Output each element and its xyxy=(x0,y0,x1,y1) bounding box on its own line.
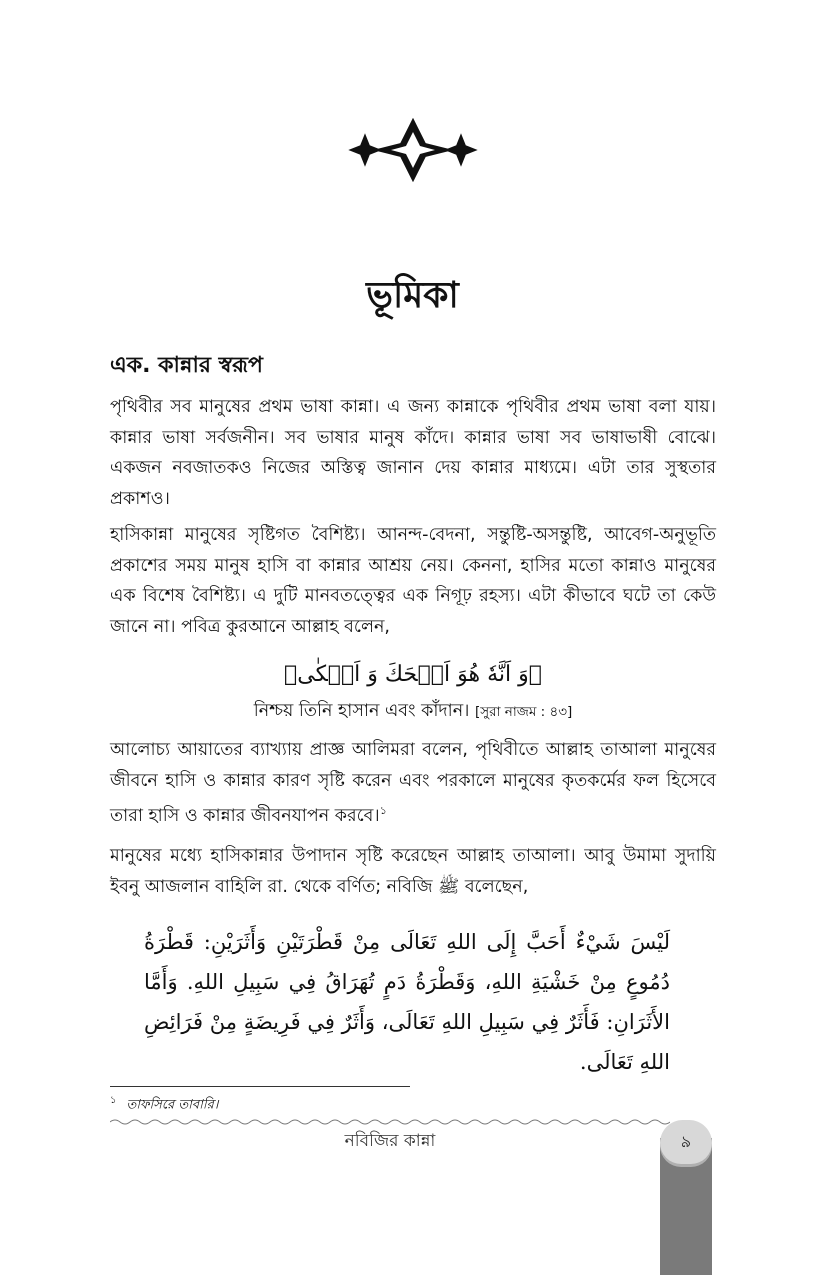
ayah-reference: [সুরা নাজম : ৪৩] xyxy=(474,704,573,720)
quran-verse-arabic: ﴿وَ اَنَّهٗ هُوَ اَضۡحَكَ وَ اَبۡكٰی﴾ xyxy=(284,662,542,687)
footnote-number: ১ xyxy=(110,1095,117,1106)
wavy-divider xyxy=(110,1118,670,1126)
running-book-title: নবিজির কান্না xyxy=(344,1131,436,1151)
paragraph-3 xyxy=(110,735,716,831)
ayah-translation-text: নিশ্চয় তিনি হাসান এবং কাঁদান। xyxy=(253,701,470,721)
footnote-divider xyxy=(110,1086,410,1087)
page-title: ভূমিকা xyxy=(366,275,459,316)
paragraph-2: হাসিকান্না মানুষের সৃষ্টিগত বৈশিষ্ট্য। আনন্দ-বেদনা, সন্তুষ্টি-অসন্তুষ্টি, আবেগ-অনুভূতি প্রকাশের সময় মানুষ হাসি বা কান্নার আশ্রয় নেয়। কেননা, হাসির মতো কান্নাও মানুষের এক বিশেষ বৈশিষ্ট্য। এ দুটি মানবতত্ত্বের এক নিগূঢ় রহস্য। এটা কীভাবে ঘটে তা কেউ জানে না। পবিত্র কুরআনে আল্লাহ বলেন, xyxy=(110,525,716,637)
section-heading: এক. কান্নার স্বরূপ xyxy=(110,353,263,378)
paragraph-4: মানুষের মধ্যে হাসিকান্নার উপাদান সৃষ্টি করেছেন আল্লাহ তাআলা। আবু উমামা সুদায়ি ইবনু আজলান বাহিলি রা. থেকে বর্ণিত; নবিজি ﷺ বলেছেন, xyxy=(110,846,716,897)
main-content xyxy=(110,350,716,1082)
star-ornament-icon xyxy=(345,118,481,182)
page-number: ৯ xyxy=(660,1120,712,1164)
footnote xyxy=(110,1093,218,1116)
paragraph-1: পৃথিবীর সব মানুষের প্রথম ভাষা কান্না। এ জন্য কান্নাকে পৃথিবীর প্রথম ভাষা বলা যায়। কান্নার ভাষা সর্বজনীন। সব ভাষার মানুষ কাঁদে। কান্নার ভাষা সব ভাষাভাষী বোঝে। একজন নবজাতকও নিজের অস্তিত্ব জানান দেয় কান্নার মাধ্যমে। এটা তার সুস্থতার প্রকাশও। xyxy=(110,397,716,509)
paragraph-3-text: আলোচ্য আয়াতের ব্যাখ্যায় প্রাজ্ঞ আলিমরা বলেন, পৃথিবীতে আল্লাহ তাআলা মানুষের জীবনে হাসি ও কান্নার কারণ সৃষ্টি করেন এবং পরকালে মানুষের কৃতকর্মের ফল হিসেবে তারা হাসি ও কান্নার জীবনযাপন করবে। xyxy=(110,740,716,826)
footnote-marker[interactable]: ১ xyxy=(379,804,387,817)
footnote-text: তাফসিরে তাবারি। xyxy=(126,1097,219,1113)
quran-verse-translation xyxy=(110,696,716,727)
hadith-arabic: لَيْسَ شَيْءٌ أَحَبَّ إِلَى اللهِ تَعَالَى مِنْ قَطْرَتَيْنِ وَأَثَرَيْنِ: قَطْرَةُ دُمُوعٍ مِنْ خَشْيَةِ اللهِ، وَقَطْرَةُ دَمٍ تُهَرَاقُ فِي سَبِيلِ اللهِ. وَأَمَّا الأَثَرَانِ: فَأَثَرٌ فِي سَبِيلِ اللهِ تَعَالَى، وَأَثَرٌ فِي فَرِيضَةٍ مِنْ فَرَائِضِ اللهِ تَعَالَى. xyxy=(144,930,670,1075)
